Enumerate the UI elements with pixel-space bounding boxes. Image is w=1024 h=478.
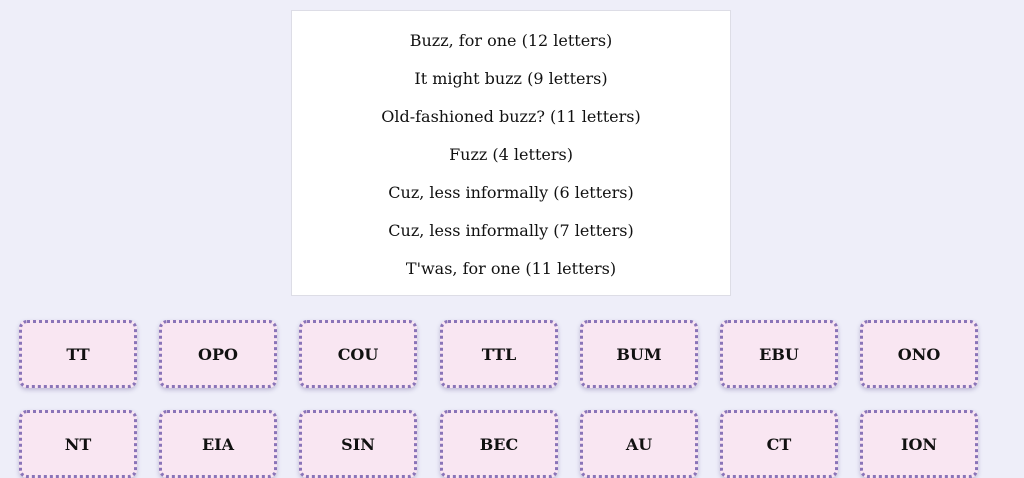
letter-tile[interactable]: TT — [19, 320, 137, 388]
letter-tile[interactable]: CT — [720, 410, 838, 478]
letter-tile[interactable]: SIN — [299, 410, 417, 478]
letter-tile[interactable]: COU — [299, 320, 417, 388]
clue-1: Buzz, for one (12 letters) — [409, 31, 613, 50]
letter-tile[interactable]: BEC — [440, 410, 558, 478]
letter-tile[interactable]: AU — [580, 410, 698, 478]
letter-tile[interactable]: TTL — [440, 320, 558, 388]
letter-tile[interactable]: EBU — [720, 320, 838, 388]
letter-tile[interactable]: OPO — [159, 320, 277, 388]
clue-6: Cuz, less informally (7 letters) — [388, 221, 634, 240]
clue-5: Cuz, less informally (6 letters) — [388, 183, 634, 202]
clue-2: It might buzz (9 letters) — [414, 69, 608, 88]
letter-tile[interactable]: EIA — [159, 410, 277, 478]
clue-panel — [291, 10, 731, 296]
letter-tile[interactable]: ION — [860, 410, 978, 478]
letter-tile[interactable]: BUM — [580, 320, 698, 388]
clue-3: Old-fashioned buzz? (11 letters) — [381, 107, 641, 126]
letter-tile[interactable]: ONO — [860, 320, 978, 388]
clue-7: T'was, for one (11 letters) — [405, 259, 617, 278]
clue-4: Fuzz (4 letters) — [449, 145, 573, 164]
letter-tile[interactable]: NT — [19, 410, 137, 478]
